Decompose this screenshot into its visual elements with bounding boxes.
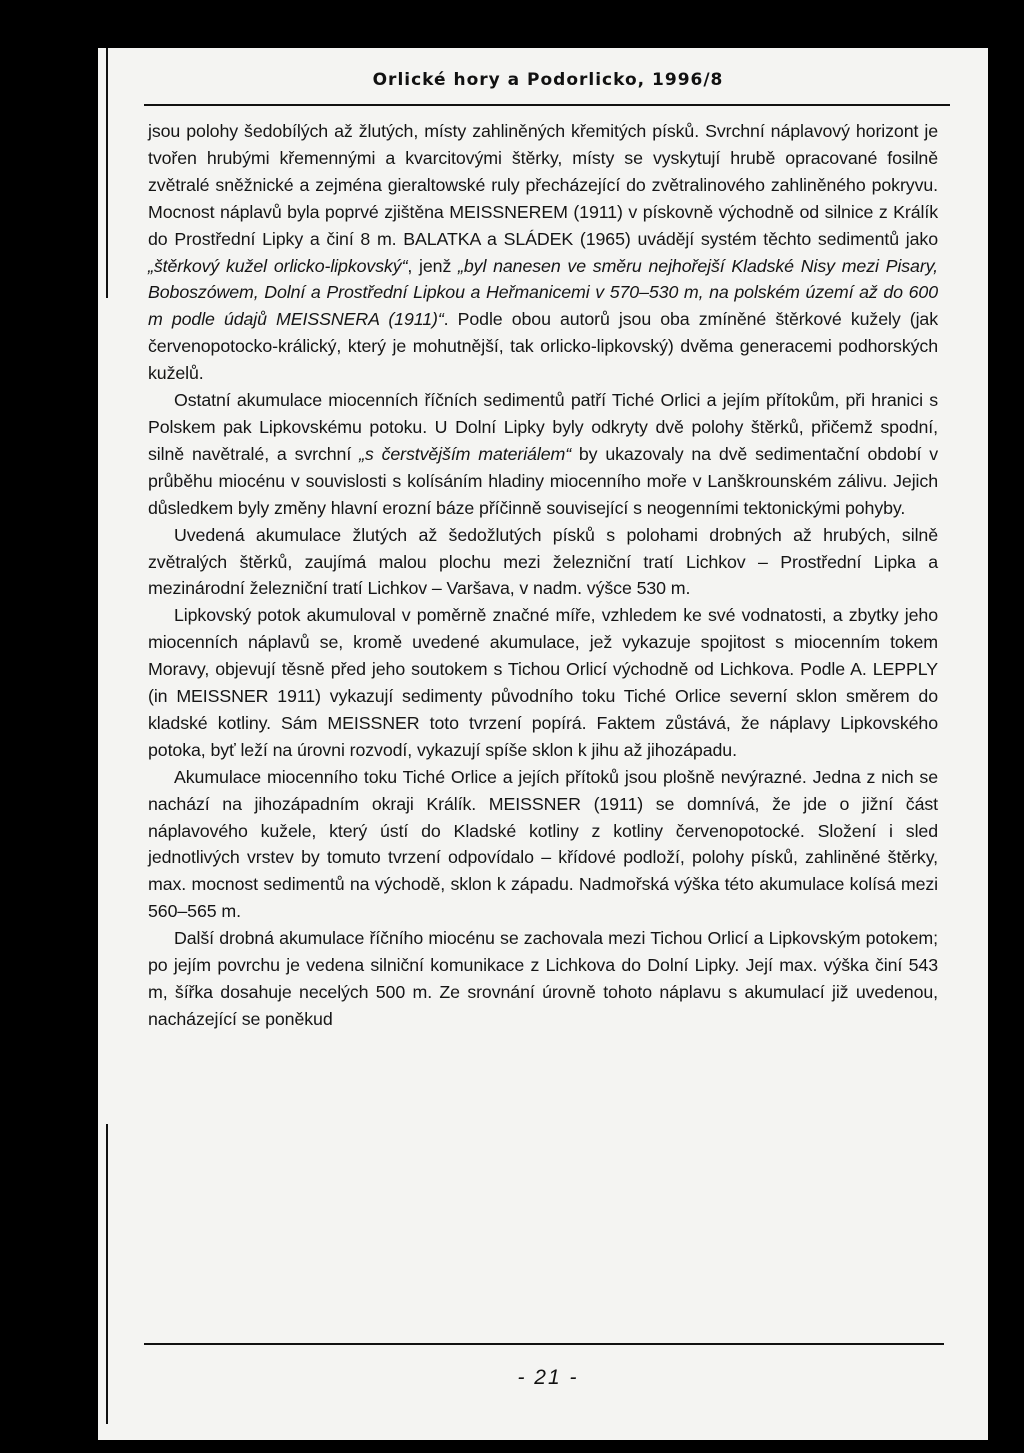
document-page xyxy=(98,48,988,1440)
text-segment: Další drobná akumulace říčního miocénu se zachovala mezi Tichou Orlicí a Lipkovským potokem; po jejím povrchu je vedena silniční komunikace z Lichkova do Dolní Lipky. Její max. výška činí 543 m, šířka dosahuje necelých 500 m. Ze srovnání úrovně tohoto náplavu s akumulací již uvedenou, nacházející se poněkud xyxy=(148,928,938,1029)
running-header: Orlické hory a Podorlicko, 1996/8 xyxy=(372,70,724,90)
text-segment: Akumulace miocenního toku Tiché Orlice a jejích přítoků jsou plošně nevýrazné. Jedna z nich se nachází na jihozápadním okraji Králík. MEISSNER (1911) se domnívá, že jde o jižní část náplavového kužele, který ústí do Kladské kotliny z kotliny červenopotocké. Složení i sled jednotlivých vrstev by tomuto tvrzení odpovídalo – křídové podloží, polohy písků, zahliněné štěrky, max. mocnost sedimentů na východě, sklon k západu. Nadmořská výška této akumulace kolísá mezi 560–565 m. xyxy=(148,766,938,922)
italic-quote: „byl nanesen ve směru nejhořejší Kladské Nisy mezi Pisary, Boboszówem, Dolní a Prostřední Lipkou a Heřmanicemi v 570–530 m, na polském území až do 600 m podle údajů MEISSNERA (1911)“ xyxy=(148,255,938,330)
text-segment: jsou polohy šedobílých až žlutých, místy zahliněných křemitých písků. Svrchní náplavový horizont je tvořen hrubými křemennými a kvarcitovými štěrky, místy se vyskytují hrubě opracované fosilně zvětralé sněžnické a zejména gieraltowské ruly přecházející do zvětralinového zahliněného pokryvu. Mocnost náplavů byla poprvé zjištěna MEISSNEREM (1911) v pískovně východně od silnice z Králík do Prostřední Lipky a činí 8 m. BALATKA a SLÁDEK (1965) uvádějí systém těchto sedimentů jako xyxy=(148,121,938,249)
paragraph xyxy=(148,522,938,603)
footer-rule xyxy=(144,1343,944,1345)
paragraph xyxy=(148,925,938,1033)
paragraph xyxy=(148,602,938,763)
paragraph xyxy=(148,764,938,925)
italic-quote: „s čerstvějším materiálem“ xyxy=(359,443,572,464)
text-segment: Ostatní akumulace miocenních říčních sedimentů patří Tiché Orlici a jejím přítokům, při hranici s Polskem pak Lipkovskému potoku. U Dolní Lipky byly odkryty dvě polohy štěrků, přičemž spodní, silně navětralé, a svrchní xyxy=(148,390,938,464)
margin-mark-bottom xyxy=(106,1124,108,1424)
text-segment: . Podle obou autorů jsou oba zmíněné štěrkové kužely (jak červenopotocko-králický, který je mohutnější, tak orlicko-lipkovský) dvěma generacemi podhorských kuželů. xyxy=(148,309,938,384)
page-number: - 21 - xyxy=(517,1366,579,1389)
header-rule xyxy=(144,104,950,106)
text-segment: Lipkovský potok akumuloval v poměrně značné míře, vzhledem ke své vodnatosti, a zbytky jeho miocenních náplavů se, kromě uvedené akumulace, jež vykazuje spojitost s miocenním tokem Moravy, objevují těsně před jeho soutokem s Tichou Orlicí východně od Lichkova. Podle A. LEPPLY (in MEISSNER 1911) vykazují sedimenty původního toku Tiché Orlice severní sklon směrem do kladské kotliny. Sám MEISSNER toto tvrzení popírá. Faktem zůstává, že náplavy Lipkovského potoka, byť leží na úrovni rozvodí, vykazují spíše sklon k jihu až jihozápadu. xyxy=(148,605,938,760)
text-segment: , jenž xyxy=(407,255,459,276)
paragraph xyxy=(148,387,938,522)
italic-quote: „štěrkový kužel orlicko-lipkovský“ xyxy=(148,255,408,276)
text-segment: Uvedená akumulace žlutých až šedožlutých písků s polohami drobných až hrubých, silně zvětralých štěrků, zaujímá malou plochu mezi železniční tratí Lichkov – Prostřední Lipka a mezinárodní železniční tratí Lichkov – Varšava, v nadm. výšce 530 m. xyxy=(148,524,938,599)
margin-mark-top xyxy=(106,48,108,298)
paragraph xyxy=(148,118,938,387)
text-segment: by ukazovaly na dvě sedimentační období v průběhu miocénu v souvislosti s kolísáním hladiny miocenního moře v Lanškrounském zálivu. Jejich důsledkem byly změny hlavní erozní báze příčinně související s neogenními tektonickými pohyby. xyxy=(148,443,938,518)
body-text xyxy=(148,118,938,1033)
